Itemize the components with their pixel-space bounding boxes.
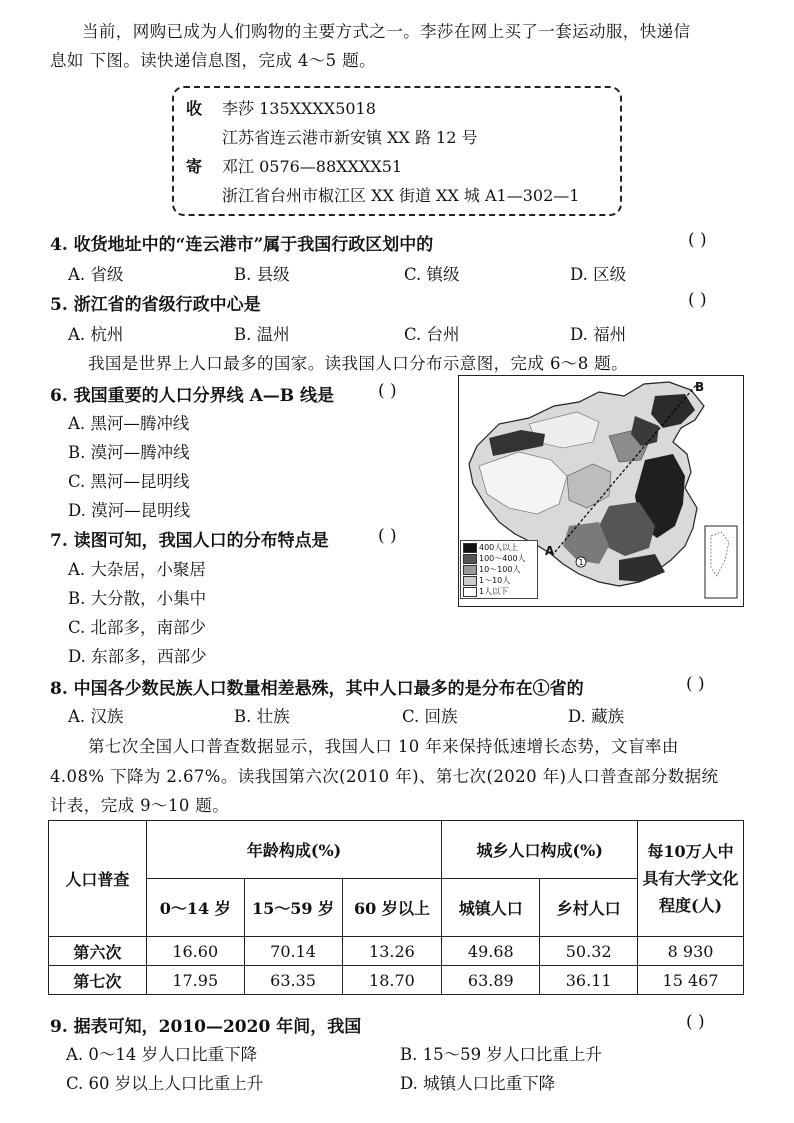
receiver-address: 江苏省连云港市新安镇 XX 路 12 号 — [222, 128, 478, 147]
question-4-option-c[interactable]: C. 镇级 — [404, 265, 460, 284]
table-cell: 70.14 — [244, 937, 342, 966]
header-age-composition: 年龄构成(%) — [146, 821, 442, 879]
question-4-answer-blank[interactable]: ( ) — [688, 230, 707, 250]
intro-paragraph-3-line-2: 4.08% 下降为 2.67%。读我国第六次(2010 年)、第七次(2020 年)人口普查部分数据统 — [50, 767, 719, 786]
question-4-option-b[interactable]: B. 县级 — [234, 265, 290, 284]
question-5-option-a[interactable]: A. 杭州 — [68, 325, 124, 344]
row-label: 第七次 — [49, 966, 147, 995]
header-urban: 城镇人口 — [442, 879, 540, 937]
table-cell: 13.26 — [342, 937, 442, 966]
table-cell: 63.35 — [244, 966, 342, 995]
question-5-option-c[interactable]: C. 台州 — [404, 325, 460, 344]
legend-item: 1人以下 — [463, 586, 535, 597]
question-4-option-d[interactable]: D. 区级 — [570, 265, 627, 284]
question-5-option-b[interactable]: B. 温州 — [234, 325, 290, 344]
question-6-option-d[interactable]: D. 漠河—昆明线 — [68, 501, 191, 520]
table-cell: 16.60 — [146, 937, 244, 966]
legend-item: 10～100人 — [463, 564, 535, 575]
question-8-option-b[interactable]: B. 壮族 — [234, 707, 290, 726]
question-7-option-c[interactable]: C. 北部多，南部少 — [68, 618, 207, 637]
question-8-answer-blank[interactable]: ( ) — [686, 674, 705, 694]
question-6-stem: 6. 我国重要的人口分界线 A—B 线是 — [50, 386, 335, 406]
table-cell: 36.11 — [540, 966, 638, 995]
table-cell: 63.89 — [442, 966, 540, 995]
question-5-answer-blank[interactable]: ( ) — [688, 290, 707, 310]
express-info-card — [172, 86, 622, 216]
table-cell: 8 930 — [638, 937, 744, 966]
svg-text:1: 1 — [578, 558, 584, 567]
header-age-0-14: 0～14 岁 — [146, 879, 244, 937]
map-label-a: A — [545, 544, 555, 558]
intro-paragraph-1-line-1: 当前，网购已成为人们购物的主要方式之一。李莎在网上买了一套运动服，快递信 — [82, 22, 691, 41]
map-legend — [460, 540, 538, 599]
header-rural: 乡村人口 — [540, 879, 638, 937]
question-8-option-a[interactable]: A. 汉族 — [68, 707, 124, 726]
receiver-name-phone: 李莎 135XXXX5018 — [222, 99, 376, 118]
question-6-option-a[interactable]: A. 黑河—腾冲线 — [68, 414, 190, 433]
table-cell: 15 467 — [638, 966, 744, 995]
question-4-stem: 4. 收货地址中的“连云港市”属于我国行政区划中的 — [50, 235, 434, 255]
census-data-table — [48, 820, 744, 995]
legend-item: 1～10人 — [463, 575, 535, 586]
question-8-option-d[interactable]: D. 藏族 — [568, 707, 625, 726]
map-label-b: B — [695, 380, 705, 394]
sender-address: 浙江省台州市椒江区 XX 街道 XX 城 A1—302—1 — [222, 186, 580, 205]
receiver-tag: 收 — [186, 99, 203, 118]
question-5-option-d[interactable]: D. 福州 — [570, 325, 627, 344]
intro-paragraph-3-line-1: 第七次全国人口普查数据显示，我国人口 10 年来保持低速增长态势，文盲率由 — [88, 737, 679, 756]
question-8-option-c[interactable]: C. 回族 — [402, 707, 458, 726]
legend-item: 100～400人 — [463, 553, 535, 564]
question-7-option-b[interactable]: B. 大分散，小集中 — [68, 589, 207, 608]
header-age-15-59: 15～59 岁 — [244, 879, 342, 937]
question-8-stem: 8. 中国各少数民族人口数量相差悬殊，其中人口最多的是分布在①省的 — [50, 679, 584, 699]
header-census: 人口普查 — [49, 821, 147, 937]
question-7-stem: 7. 读图可知，我国人口的分布特点是 — [50, 531, 329, 551]
question-5-stem: 5. 浙江省的省级行政中心是 — [50, 295, 261, 315]
header-university-per-100k: 每10万人中具有大学文化程度(人) — [638, 821, 744, 937]
question-6-option-c[interactable]: C. 黑河—昆明线 — [68, 472, 190, 491]
intro-paragraph-3-line-3: 计表，完成 9～10 题。 — [50, 796, 230, 815]
sender-tag: 寄 — [186, 157, 203, 176]
question-7-option-a[interactable]: A. 大杂居，小聚居 — [68, 560, 206, 579]
table-cell: 50.32 — [540, 937, 638, 966]
question-6-answer-blank[interactable]: ( ) — [378, 381, 397, 401]
question-7-option-d[interactable]: D. 东部多，西部少 — [68, 647, 207, 666]
question-9-option-a[interactable]: A. 0～14 岁人口比重下降 — [66, 1045, 258, 1064]
table-row — [49, 966, 744, 995]
question-9-answer-blank[interactable]: ( ) — [686, 1012, 705, 1032]
question-7-answer-blank[interactable]: ( ) — [378, 526, 397, 546]
header-age-60-plus: 60 岁以上 — [342, 879, 442, 937]
table-cell: 17.95 — [146, 966, 244, 995]
row-label: 第六次 — [49, 937, 147, 966]
question-9-option-b[interactable]: B. 15～59 岁人口比重上升 — [400, 1045, 602, 1064]
question-9-option-c[interactable]: C. 60 岁以上人口比重上升 — [66, 1074, 264, 1093]
question-6-option-b[interactable]: B. 漠河—腾冲线 — [68, 443, 190, 462]
sender-name-phone: 邓江 0576—88XXXX51 — [222, 157, 403, 176]
south-china-sea-inset — [705, 526, 737, 598]
table-row — [49, 937, 744, 966]
question-9-option-d[interactable]: D. 城镇人口比重下降 — [400, 1074, 556, 1093]
intro-paragraph-2: 我国是世界上人口最多的国家。读我国人口分布示意图，完成 6～8 题。 — [88, 354, 629, 373]
table-cell: 18.70 — [342, 966, 442, 995]
question-9-stem: 9. 据表可知，2010—2020 年间，我国 — [50, 1017, 362, 1037]
question-4-option-a[interactable]: A. 省级 — [68, 265, 124, 284]
legend-item: 400人以上 — [463, 542, 535, 553]
intro-paragraph-1-line-2: 息如 下图。读快递信息图，完成 4～5 题。 — [50, 51, 377, 70]
header-urban-rural: 城乡人口构成(%) — [442, 821, 638, 879]
table-cell: 49.68 — [442, 937, 540, 966]
